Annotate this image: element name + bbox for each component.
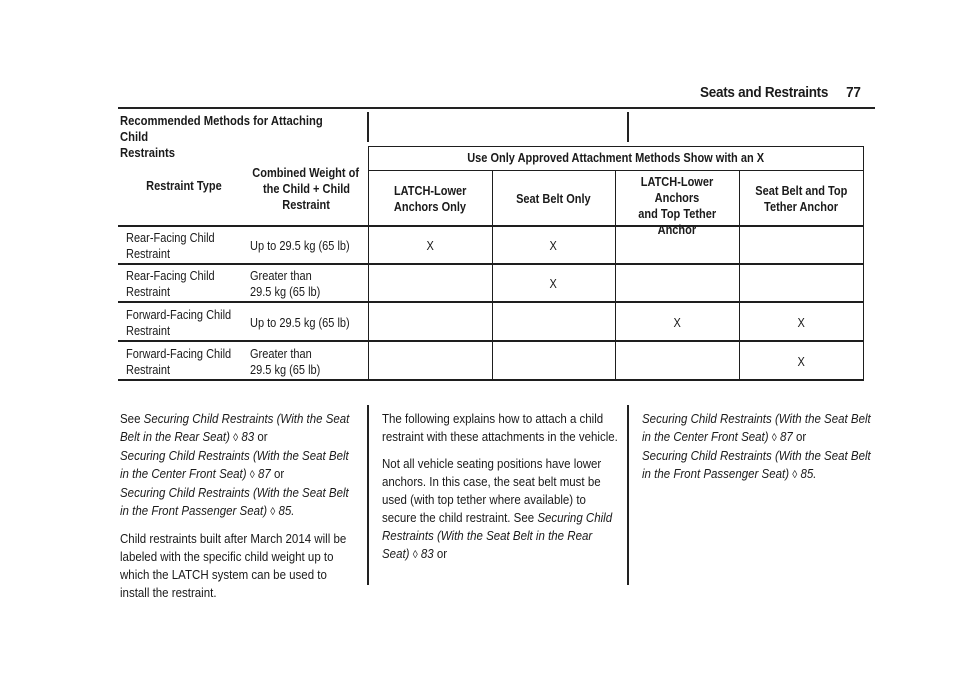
table-row-1-seat-belt: X xyxy=(549,239,558,253)
table-row-3-seat-belt-top-tether: X xyxy=(797,316,805,330)
column-divider xyxy=(627,112,629,142)
table-rule xyxy=(368,146,864,147)
column-divider xyxy=(367,405,369,585)
table-row-2-type: Rear-Facing Child Restraint xyxy=(126,269,215,299)
page-ref[interactable]: 87 xyxy=(779,430,793,444)
table-rule xyxy=(118,340,864,342)
child-restraint-table xyxy=(118,146,864,382)
text-column-2 xyxy=(382,410,622,573)
page-ref-icon: ◊ xyxy=(249,469,255,481)
table-row-4-type: Forward-Facing Child Restraint xyxy=(126,347,232,377)
page-ref[interactable]: 87 xyxy=(257,467,271,481)
column-divider xyxy=(627,405,629,585)
table-row-4-weight: Greater than 29.5 kg (65 lb) xyxy=(250,347,321,377)
table-row-3-type: Forward-Facing Child Restraint xyxy=(126,308,232,338)
page-ref-icon: ◊ xyxy=(771,432,777,444)
table-row-3-weight: Up to 29.5 kg (65 lb) xyxy=(250,316,350,330)
page-ref-icon: ◊ xyxy=(233,432,239,444)
cross-reference-link[interactable]: Securing Child Restraints (With the Seat Belt in the Front Passenger Seat) xyxy=(642,449,871,481)
paragraph: The following explains how to attach a child restraint with these attachments in the vehicle. xyxy=(382,412,618,444)
page-ref[interactable]: 83 xyxy=(420,547,434,561)
header-latch-top-tether: LATCH-Lower Anchors and Top Tether Anchor xyxy=(638,175,716,237)
table-row-1-weight: Up to 29.5 kg (65 lb) xyxy=(250,239,350,253)
page-ref-icon: ◊ xyxy=(792,469,798,481)
table-title-line-1: Recommended Methods for Attaching Child xyxy=(120,114,323,144)
header-seat-belt-top-tether: Seat Belt and Top Tether Anchor xyxy=(754,184,848,214)
text-column-3 xyxy=(642,410,882,493)
paragraph: See Securing Child Restraints (With the Seat Belt in the Rear Seat) ◊ 83 or Securing Child Restraints (With the Seat Belt in the Center Front Seat) ◊ 87 or Securing Child Restraints (With the Seat Belt in the Front Passenger Seat) ◊ 85. xyxy=(120,412,350,518)
table-row-1-type: Rear-Facing Child Restraint xyxy=(126,231,215,261)
header-seat-belt-only: Seat Belt Only xyxy=(516,192,591,206)
table-rule xyxy=(118,379,864,381)
table-row-4-seat-belt-top-tether: X xyxy=(797,355,805,369)
page-ref[interactable]: 83 xyxy=(241,430,255,444)
header-approved-methods: Use Only Approved Attachment Methods Show with an X xyxy=(467,151,765,165)
running-head xyxy=(700,84,861,101)
page-number: 77 xyxy=(846,84,861,101)
paragraph: Child restraints built after March 2014 will be labeled with the specific child weight up to which the LATCH system can be used to install the restraint. xyxy=(120,532,347,600)
text-column-1 xyxy=(120,410,360,611)
cross-reference-link[interactable]: Securing Child Restraints (With the Seat Belt in the Rear Seat) xyxy=(382,511,613,561)
paragraph: Securing Child Restraints (With the Seat Belt in the Center Front Seat) ◊ 87 or Securing Child Restraints (With the Seat Belt in the Front Passenger Seat) ◊ 85. xyxy=(642,412,871,481)
cross-reference-link[interactable]: Securing Child Restraints (With the Seat Belt in the Front Passenger Seat) xyxy=(120,486,349,518)
header-rule xyxy=(118,107,875,109)
table-row-2-weight: Greater than 29.5 kg (65 lb) xyxy=(250,269,321,299)
header-latch-lower: LATCH-Lower Anchors Only xyxy=(393,184,467,214)
cross-reference-link[interactable]: Securing Child Restraints (With the Seat Belt in the Rear Seat) xyxy=(120,412,350,444)
header-restraint-type: Restraint Type xyxy=(146,179,222,193)
table-row-1-latch-lower: X xyxy=(426,239,434,253)
table-rule xyxy=(863,146,864,381)
paragraph: Not all vehicle seating positions have lower anchors. In this case, the seat belt must be used (with top tether where available) to secure the child restraint. See Securing Child Restraints (With the Seat Belt in the Rear Seat) ◊ 83 or xyxy=(382,457,613,561)
table-row-2-seat-belt: X xyxy=(549,277,558,291)
page-ref-icon: ◊ xyxy=(412,549,418,561)
table-rule xyxy=(368,170,864,171)
cross-reference-link[interactable]: Securing Child Restraints (With the Seat Belt in the Center Front Seat) xyxy=(642,412,871,444)
section-title: Seats and Restraints xyxy=(700,84,829,101)
table-rule xyxy=(118,301,864,303)
page-ref[interactable]: 85. xyxy=(278,504,295,518)
table-row-3-latch-top-tether: X xyxy=(673,316,681,330)
table-rule xyxy=(118,263,864,265)
column-divider xyxy=(367,112,369,142)
table-title-line-2: Restraints xyxy=(120,146,176,160)
page-ref[interactable]: 85. xyxy=(800,467,817,481)
cross-reference-link[interactable]: Securing Child Restraints (With the Seat Belt in the Center Front Seat) xyxy=(120,449,349,481)
page-ref-icon: ◊ xyxy=(270,506,276,518)
table-rule xyxy=(118,225,864,227)
header-combined-weight: Combined Weight of the Child + Child Restraint xyxy=(252,166,360,212)
